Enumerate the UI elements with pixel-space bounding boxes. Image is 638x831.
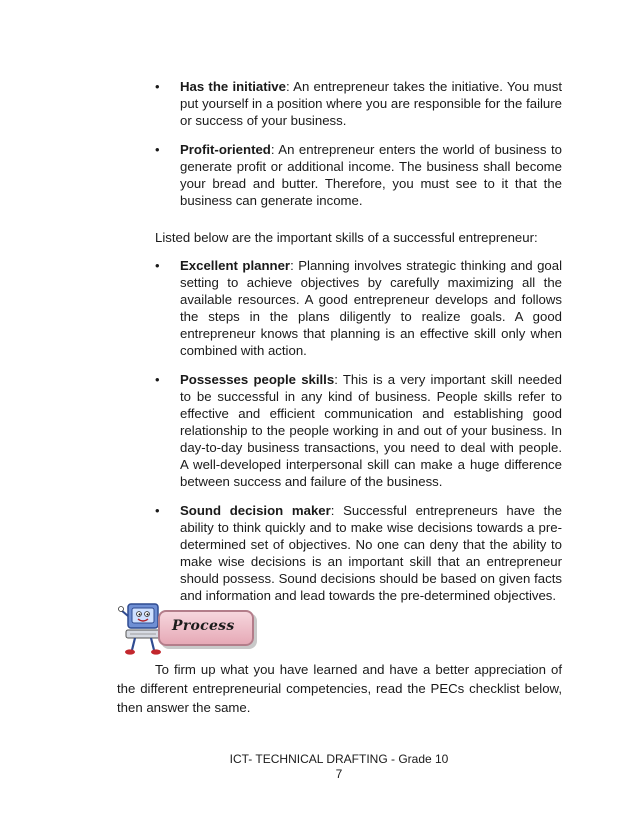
bullet-item-people-skills xyxy=(155,371,562,490)
bullet-term: Profit-oriented xyxy=(180,142,271,157)
bullet-text: : An entrepreneur enters the world of business to generate profit or additional income. The business shall become your bread and butter. Therefore, you must see to it that the business can generate income. xyxy=(180,142,562,208)
process-banner xyxy=(118,600,258,656)
process-label: Process xyxy=(172,618,235,634)
bullet-term: Has the initiative xyxy=(180,79,286,94)
footer-page-number: 7 xyxy=(335,767,343,781)
bullet-item-initiative xyxy=(155,78,562,129)
bullet-term: Sound decision maker xyxy=(180,503,331,518)
bullet-item-profit-oriented xyxy=(155,141,562,209)
bullet-text: : Successful entrepreneurs have the ability to think quickly and to make wise decisions towards a pre-determined set of objectives. No one can deny that the ability to make wise decisions is an important skill that an entrepreneur should possess. Sound decisions should be based on given facts and information and lead towards the pre-determined objectives. xyxy=(180,503,562,603)
closing-paragraph: To firm up what you have learned and have a better appreciation of the different entrepreneurial competencies, read the PECs checklist below, then answer the same. xyxy=(117,662,562,715)
bullet-item-excellent-planner xyxy=(155,257,562,359)
bullet-text: : Planning involves strategic thinking and goal setting to achieve objectives by carefully maximizing all the available resources. A good entrepreneur develops and follows the steps in the plans diligently to realize goals. A good entrepreneur knows that planning is an effective skill only when combined with action. xyxy=(180,258,562,358)
footer-course: ICT- TECHNICAL DRAFTING - Grade 10 xyxy=(229,752,449,766)
bullet-icon: • xyxy=(155,142,160,157)
bullet-icon: • xyxy=(155,372,160,387)
bullet-item-decision-maker xyxy=(155,502,562,604)
bullet-term: Possesses people skills xyxy=(180,372,335,387)
bullet-text: : An entrepreneur takes the initiative. You must put yourself in a position where you are responsible for the failure or success of your business. xyxy=(180,79,562,128)
bullet-icon: • xyxy=(155,79,160,94)
bullet-icon: • xyxy=(155,258,160,273)
skills-intro: Listed below are the important skills of a successful entrepreneur: xyxy=(155,230,538,245)
bullet-term: Excellent planner xyxy=(180,258,291,273)
page-footer xyxy=(0,752,638,782)
process-label-box xyxy=(158,610,254,646)
bullet-icon: • xyxy=(155,503,160,518)
bullet-text: : This is a very important skill needed to be successful in any kind of business. People skills refer to effective and efficient communication and establishing good relationship to the people working in and out of your business. In day-to-day business transactions, you need to deal with people. A well-developed interpersonal skill can make a huge difference between success and failure of the business. xyxy=(180,372,562,489)
